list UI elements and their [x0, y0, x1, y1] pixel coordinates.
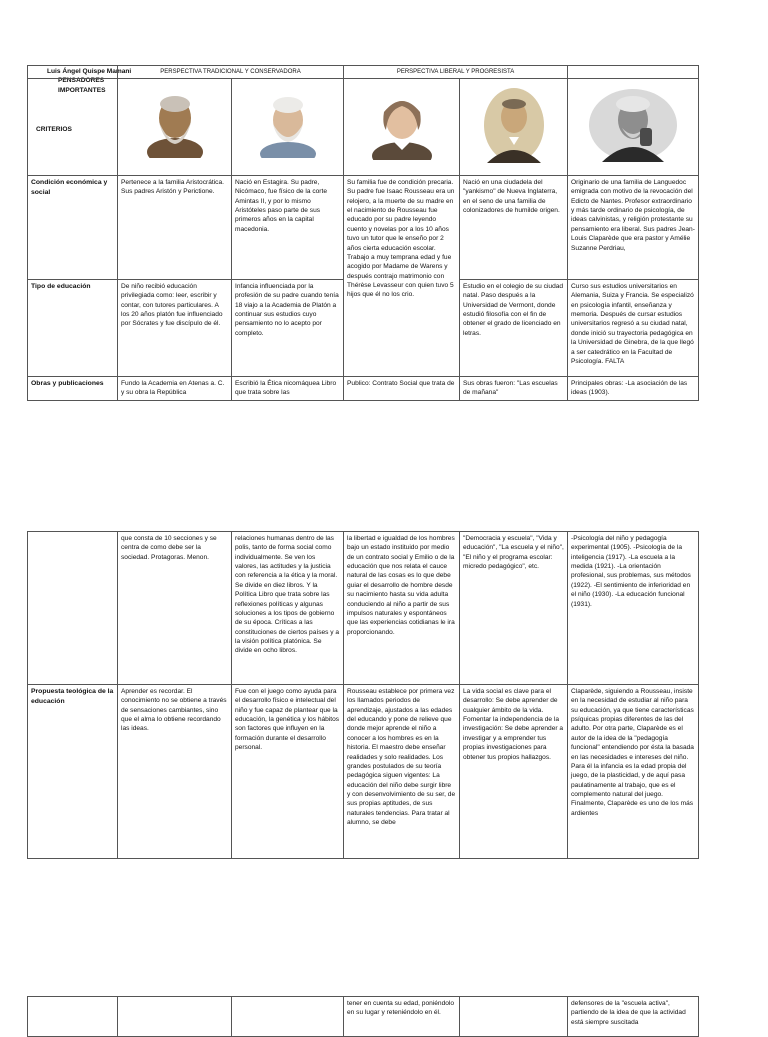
row-propuesta — [28, 685, 699, 859]
pensadores-line2: IMPORTANTES — [58, 86, 106, 94]
portrait-cell-aristotle — [232, 79, 344, 176]
perspective-header-row — [28, 66, 699, 79]
cell-obras2-claparede: -Psicología del niño y pedagogía experimental (1905). -Psicología de la inteligencia (1917). -La escuela a la medida (1921). -La orientación profesional, sus problemas, sus métodos (1922). -El sentimiento de inferioridad en el niño (1930). -La educación funcional (1931). — [568, 532, 699, 685]
cell-condicion-rousseau: Su familia fue de condición precaria. Su padre fue Isaac Rousseau era un relojero, a la muerte de su madre en el nacimiento de Rousseau fue educado por su padre leyendo cuento y novelas por a los 10 años tuvo un tutor que le enseño por 2 años cierta educación escolar. Trabajo a muy temprana edad y fue acogido por Madame de Warens y después contrajo matrimonio con Thérèse Levasseur con quien tuvo 5 hijos que él no los crio. — [344, 176, 460, 377]
cell-condicion-claparede: Originario de una familia de Languedoc emigrada con motivo de la revocación del Edicto de Nantes. Profesor extraordinario y más tarde ordinario de psicología, de ideas calvinistas, y religión protestante su pensamiento era liberal. Sus padres Jean-Louis Claparède que era pastor y Amélie Suzanne Perdriau, — [568, 176, 699, 280]
cell-obras-aristotle: Escribió la Ética nicomáquea Libro que trata sobre las — [232, 377, 344, 401]
portrait-cell-plato — [118, 79, 232, 176]
cell-obras-rousseau: Publico: Contrato Social que trata de — [344, 377, 460, 401]
document-author: Luis Ángel Quispe Mamani — [47, 68, 132, 75]
cell-obras-claparede: Principales obras: -La asociación de las ideas (1903). — [568, 377, 699, 401]
aristotle-portrait-icon — [257, 92, 319, 158]
cell-propuesta3-aristotle — [232, 997, 344, 1037]
row-label-obras-continued — [28, 532, 118, 685]
portrait-cell-dewey — [460, 79, 568, 176]
pensadores-line1: PENSADORES — [58, 77, 105, 84]
cell-obras2-aristotle: relaciones humanas dentro de las polis, tanto de forma social como individualmente. Se ven los valores, las actitudes y la justicia con referencia a la ética y la moral. Se divide en diez libros. Y la Política Libro que trata sobre las reflexiones políticas y algunas soluciones a los tipos de gobierno de su época. Críticas a las constituciones de ciertos países y a la visión política platónica. Se divide en ocho libros. — [232, 532, 344, 685]
claparede-portrait-icon — [588, 88, 678, 162]
plato-portrait-icon — [146, 92, 204, 158]
corner-cell — [28, 66, 118, 79]
comparison-table-page2 — [27, 531, 699, 859]
cell-obras2-plato: que consta de 10 secciones y se centra de como debe ser la sociedad. Protagoras. Menon. — [118, 532, 232, 685]
cell-condicion-plato: Pertenece a la familia Aristocrática. Sus padres Aristón y Perictione. — [118, 176, 232, 280]
portrait-cell-claparede — [568, 79, 699, 176]
comparison-table-page1 — [27, 65, 699, 401]
dewey-portrait-icon — [483, 87, 545, 163]
cell-propuesta3-claparede: defensores de la "escuela activa", partiendo de la idea de que la actividad está siempre suscitada — [568, 997, 699, 1037]
cell-educacion-claparede: Curso sus estudios universitarios en Alemania, Suiza y Francia. Se especializó en psicología infantil, enseñanza y memoria. Después de cursar estudios universitarios regresó a su ciudad natal, donde inició su trayectoria pedagógica en la Universidad de Ginebra, de la que llegó a ser catedrático en la Facultad de Psicología. FALTA — [568, 280, 699, 377]
row-label-obras: Obras y publicaciones — [28, 377, 118, 401]
empty-header-cell — [568, 66, 699, 79]
cell-propuesta-plato: Aprender es recordar. El conocimiento no se obtiene a través de sensaciones cambiantes, sino que el alma lo obtiene recordando las ideas. — [118, 685, 232, 859]
cell-obras-dewey: Sus obras fueron: "Las escuelas de mañana" — [460, 377, 568, 401]
cell-propuesta3-dewey — [460, 997, 568, 1037]
row-label-condicion: Condición económica y social — [28, 176, 118, 280]
criterios-heading: CRITERIOS — [36, 126, 72, 133]
cell-propuesta-rousseau: Rousseau establece por primera vez los llamados periodos de aprendizaje, ajustados a las edades del educando y pone de relieve que donde mejor aprende el niño a conocer a los hombres es en la historia. El maestro debe enseñar realidades y solo realidades. Los grandes postulados de su teoría pedagógica siguen vigentes: La educación del niño debe surgir libre y con desenvolvimiento de su ser, de sus propias aptitudes, de sus naturales tendencias. Para tratar al alumno, se debe — [344, 685, 460, 859]
row-propuesta-continued — [28, 997, 699, 1037]
cell-propuesta-dewey: La vida social es clave para el desarrollo: Se debe aprender de cualquier ámbito de la vida. Fomentar la independencia de la investigación: Se debe aprender a investigar y a emprender tus propias investigaciones para obtener tus propios hallazgos. — [460, 685, 568, 859]
cell-educacion-dewey: Estudio en el colegio de su ciudad natal. Paso después a la Universidad de Vermont, donde estudió filosofía con el fin de obtener el grado de licenciado en letras. — [460, 280, 568, 377]
row-obras-continued — [28, 532, 699, 685]
cell-propuesta3-rousseau: tener en cuenta su edad, poniéndolo en su lugar y reteniéndolo en él. — [344, 997, 460, 1037]
portrait-cell-rousseau — [344, 79, 460, 176]
criteria-corner-cell — [28, 79, 118, 176]
cell-educacion-plato: De niño recibió educación privilegiada como: leer, escribir y contar, con tutores particulares. A los 20 años platón fue influenciado por Sócrates y fue discípulo de él. — [118, 280, 232, 377]
portrait-row — [28, 79, 699, 176]
cell-propuesta3-plato — [118, 997, 232, 1037]
cell-condicion-dewey: Nació en una ciudadela del "yankismo" de Nueva Inglaterra, en el seno de una familia de colonizadores de humilde origen. — [460, 176, 568, 280]
cell-obras2-dewey: "Democracia y escuela", "Vida y educación", "La escuela y el niño", "El niño y el programa escolar: micredo pedagógico", etc. — [460, 532, 568, 685]
perspective-liberal-header: PERSPECTIVA LIBERAL Y PROGRESISTA — [344, 66, 568, 79]
row-condicion — [28, 176, 699, 280]
cell-educacion-aristotle: Infancia influenciada por la profesión de su padre cuando tenía 18 viajo a la Academia de Platón a continuar sus estudios cuyo pensamiento no lo acepto por completo. — [232, 280, 344, 377]
rousseau-portrait-icon — [370, 90, 434, 160]
comparison-table-page3 — [27, 996, 699, 1037]
cell-obras-plato: Fundo la Academia en Atenas a. C. y su obra la República — [118, 377, 232, 401]
cell-propuesta-aristotle: Fue con el juego como ayuda para el desarrollo físico e intelectual del niño y fue capaz de plantear que la educación, la genética y los hábitos son factores que influyen en la formación durante el desarrollo personal. — [232, 685, 344, 859]
cell-propuesta-claparede: Claparède, siguiendo a Rousseau, insiste en la necesidad de estudiar al niño para su educación, ya que tiene características psíquicas propias diferentes de las del adulto. Por otra parte, Claparède es el autor de la idea de la "pedagogía funcional" entendiendo por ésta la basada en las necesidades e intereses del niño. Para él la infancia es la edad propia del juego, de la plasticidad, y de aquí pasa paulatinamente al trabajo, que es el complemento natural del juego. Finalmente, Claparède es uno de los más ardientes — [568, 685, 699, 859]
cell-condicion-aristotle: Nació en Estagira. Su padre, Nicómaco, fue físico de la corte Amintas II, y por lo mismo Aristóteles paso parte de sus primeros años en la capital macedonia. — [232, 176, 344, 280]
row-label-educacion: Tipo de educación — [28, 280, 118, 377]
row-label-propuesta-continued — [28, 997, 118, 1037]
row-label-propuesta: Propuesta teológica de la educación — [28, 685, 118, 859]
perspective-traditional-header: PERSPECTIVA TRADICIONAL Y CONSERVADORA — [118, 66, 344, 79]
cell-obras2-rousseau: la libertad e igualdad de los hombres bajo un estado instituido por medio de un contrato social y Emilio o de la educación que nos relata el cauce natural de las cosas es lo que debe guiar el desarrollo de hombre desde su nacimiento hasta su vida adulta conduciendo al niño a partir de sus impulsos naturales y espontáneos que las experiencias cotidianas le ira proporcionando. — [344, 532, 460, 685]
row-obras — [28, 377, 699, 401]
